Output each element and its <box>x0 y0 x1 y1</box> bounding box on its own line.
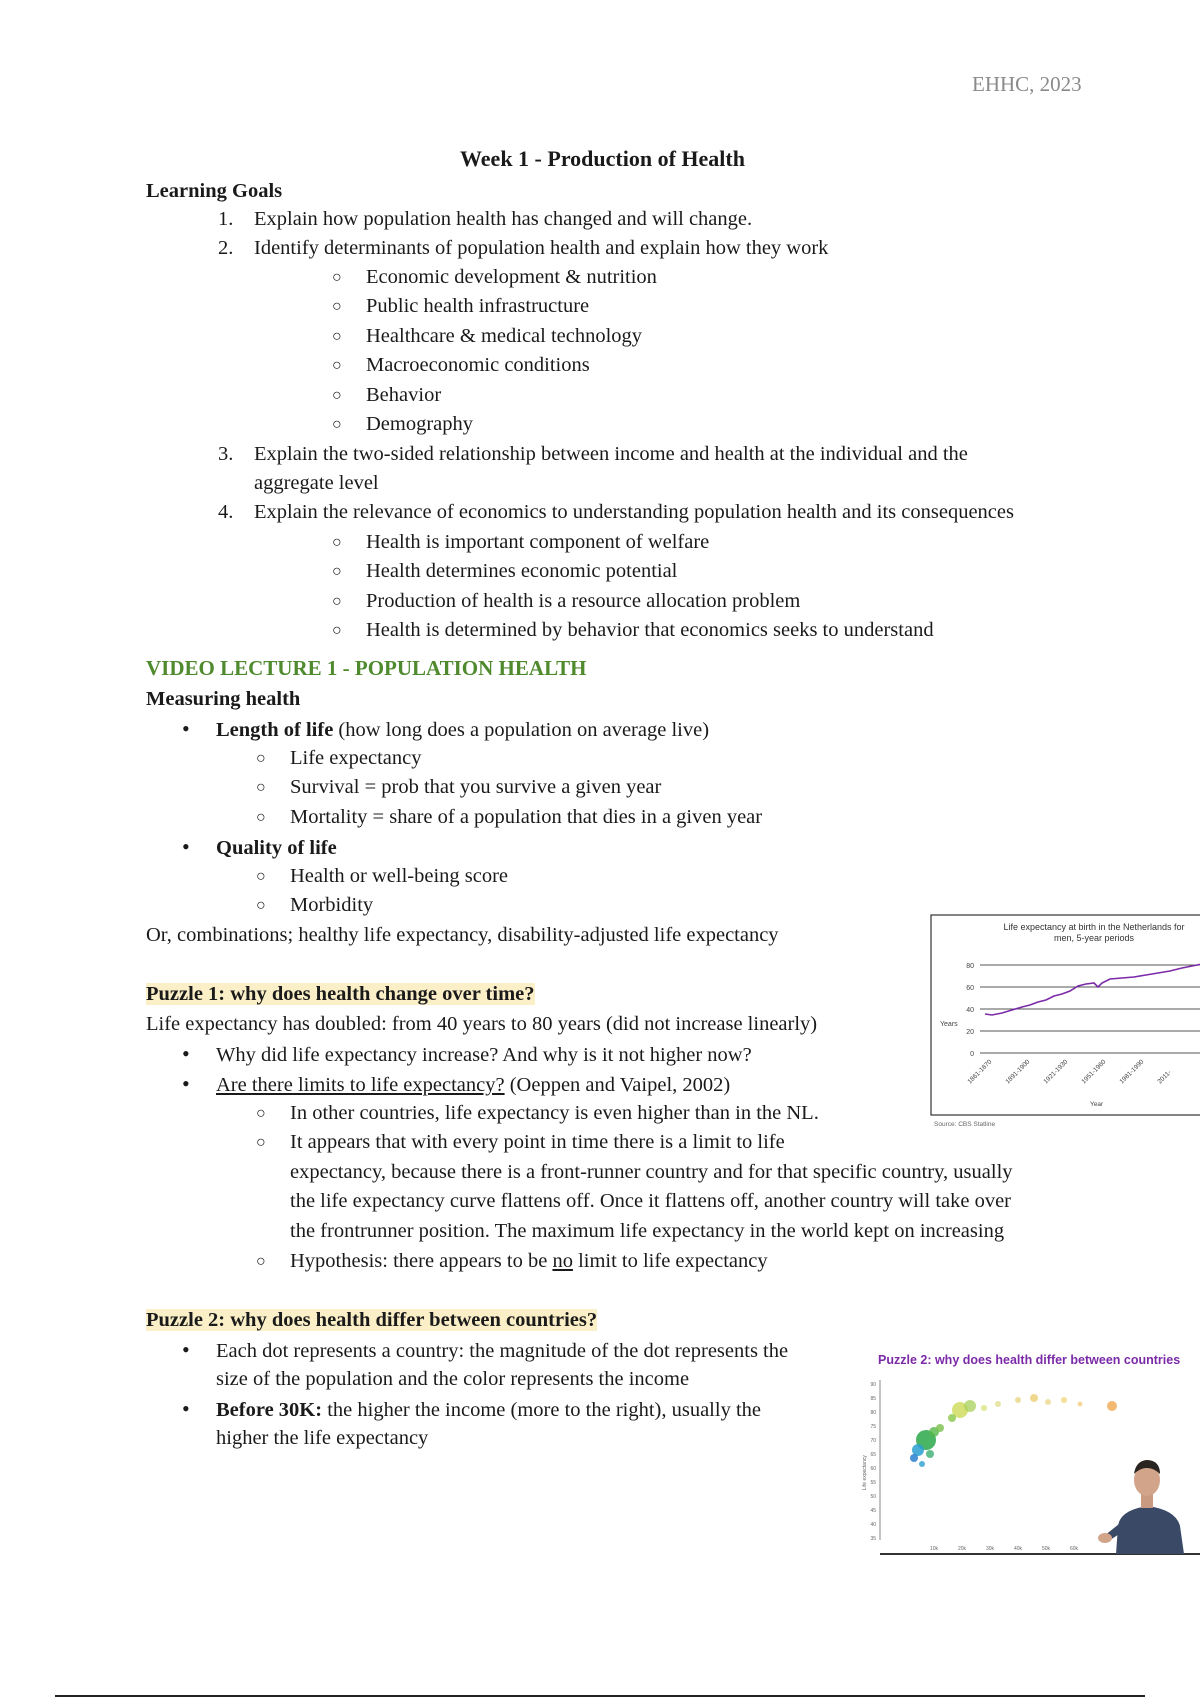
fig1-xtick: 1981-1990 <box>1118 1058 1146 1086</box>
fig1-ytick: 0 <box>970 1051 974 1058</box>
quality-sub: ○ Morbidity <box>256 894 374 916</box>
country-dot <box>995 1401 1001 1407</box>
country-dot <box>948 1414 956 1422</box>
length-sub: ○ Survival = prob that you survive a given year <box>256 776 662 798</box>
measuring-health-heading: Measuring health <box>146 688 301 710</box>
country-dot <box>1015 1397 1021 1403</box>
country-dot <box>936 1424 944 1432</box>
puzzle-2-bullet-cont: higher the life expectancy <box>216 1427 429 1449</box>
life-expectancy-figure <box>930 914 1200 1128</box>
fig2-ytick: 50 <box>870 1494 876 1500</box>
fig1-title-2: men, 5-year periods <box>1053 933 1135 943</box>
length-sub: ○ Mortality = share of a population that dies in a given year <box>256 806 763 828</box>
fig1-xtick: 1861-1870 <box>966 1058 994 1086</box>
country-dot <box>1045 1399 1051 1405</box>
bullet-length-of-life: • Length of life (how long does a population on average live) <box>182 716 710 741</box>
course-header: EHHC, 2023 <box>972 72 1082 96</box>
country-dot <box>981 1405 987 1411</box>
goal-2-sub: ○ Economic development & nutrition <box>332 266 657 288</box>
fig2-ylabel: Life expectancy <box>862 1455 868 1490</box>
fig2-xtick: 40k <box>1014 1546 1023 1552</box>
puzzle-2-bullet: • Before 30K: the higher the income (more to the right), usually the <box>182 1396 761 1421</box>
goal-1: 1. Explain how population health has changed and will change. <box>218 208 753 230</box>
fig1-ylabel: Years <box>940 1021 958 1028</box>
fig2-ytick: 80 <box>870 1410 876 1416</box>
combinations-text: Or, combinations; healthy life expectancy, disability-adjusted life expectancy <box>146 924 779 946</box>
fig1-xtick: 1921-1930 <box>1042 1058 1070 1086</box>
length-sub: ○ Life expectancy <box>256 747 422 769</box>
fig1-ytick: 20 <box>966 1029 974 1036</box>
puzzle-1-sub: ○ It appears that with every point in time there is a limit to life <box>256 1131 785 1153</box>
fig2-xtick: 20k <box>958 1546 967 1552</box>
learning-goals-heading: Learning Goals <box>146 180 283 202</box>
country-dot <box>919 1461 925 1467</box>
fig1-xtick: 1951-1960 <box>1080 1058 1108 1086</box>
puzzle-1-heading: Puzzle 1: why does health change over time? <box>146 983 535 1005</box>
fig2-xtick: 60k <box>1070 1546 1079 1552</box>
lecturer-video-figure <box>1098 1460 1184 1554</box>
fig1-ytick: 80 <box>966 963 974 970</box>
puzzle-2-bullet: • Each dot represents a country: the magnitude of the dot represents the <box>182 1337 789 1362</box>
country-dot <box>910 1454 918 1462</box>
goal-3: 3. Explain the two-sided relationship between income and health at the individual and the <box>218 443 968 465</box>
fig1-source: Source: CBS Statline <box>934 1121 996 1128</box>
goal-4-sub: ○ Health is determined by behavior that economics seeks to understand <box>332 619 934 641</box>
goal-2-sub: ○ Macroeconomic conditions <box>332 354 590 376</box>
fig1-ytick: 40 <box>966 1007 974 1014</box>
country-dot <box>1107 1401 1117 1411</box>
puzzle-1-bullet: • Why did life expectancy increase? And why is it not higher now? <box>182 1041 752 1066</box>
fig2-ytick: 65 <box>870 1452 876 1458</box>
fig2-ytick: 35 <box>870 1536 876 1542</box>
fig2-ytick: 55 <box>870 1480 876 1486</box>
goal-3-cont: aggregate level <box>254 472 379 494</box>
goal-4-sub: ○ Health is important component of welfare <box>332 531 710 553</box>
fig2-scatter-dots <box>910 1394 1117 1467</box>
fig2-xtick: 10k <box>930 1546 939 1552</box>
puzzle-1-intro: Life expectancy has doubled: from 40 years to 80 years (did not increase linearly) <box>146 1013 818 1035</box>
country-dot <box>1030 1394 1038 1402</box>
goal-4: 4. Explain the relevance of economics to understanding population health and its consequences <box>218 501 1014 523</box>
goal-2-sub: ○ Public health infrastructure <box>332 295 590 317</box>
puzzle-1-bullet: • Are there limits to life expectancy? (Oeppen and Vaipel, 2002) <box>182 1071 731 1096</box>
fig2-xtick: 50k <box>1042 1546 1051 1552</box>
fig1-xtick: 1891-1900 <box>1004 1058 1032 1086</box>
goal-2-sub: ○ Demography <box>332 413 474 435</box>
puzzle-1-sub-cont: the life expectancy curve flattens off. Once it flattens off, another country will take over <box>290 1190 1012 1212</box>
fig2-ytick: 75 <box>870 1424 876 1430</box>
bullet-quality-of-life: • Quality of life <box>182 834 337 859</box>
puzzle-2-heading: Puzzle 2: why does health differ between countries? <box>146 1309 598 1331</box>
country-dot <box>1078 1402 1083 1407</box>
fig2-ytick: 60 <box>870 1466 876 1472</box>
fig1-xlabel: Year <box>1090 1101 1104 1108</box>
puzzle-1-sub-cont: expectancy, because there is a front-runner country and for that specific country, usually <box>290 1161 1013 1183</box>
country-dot <box>964 1400 976 1412</box>
fig1-xtick: 2011- <box>1156 1069 1173 1086</box>
goal-4-sub: ○ Health determines economic potential <box>332 560 678 582</box>
fig2-ytick: 70 <box>870 1438 876 1444</box>
fig2-ytick: 85 <box>870 1396 876 1402</box>
fig1-title-1: Life expectancy at birth in the Netherlands for <box>1003 922 1185 932</box>
fig2-ytick: 40 <box>870 1522 876 1528</box>
puzzle-2-figure <box>858 1340 1200 1562</box>
fig2-title: Puzzle 2: why does health differ between countries <box>878 1353 1181 1367</box>
country-dot <box>1061 1397 1067 1403</box>
quality-sub: ○ Health or well-being score <box>256 865 509 887</box>
fig2-ytick: 45 <box>870 1508 876 1514</box>
page-bottom-rule <box>55 1695 1145 1697</box>
country-dot <box>926 1450 934 1458</box>
puzzle-1-sub: ○ In other countries, life expectancy is even higher than in the NL. <box>256 1102 819 1124</box>
fig1-ytick: 60 <box>966 985 974 992</box>
puzzle-2-bullet-cont: size of the population and the color represents the income <box>216 1368 690 1390</box>
goal-2-sub: ○ Healthcare & medical technology <box>332 325 643 347</box>
goal-2-sub: ○ Behavior <box>332 384 442 406</box>
page-title: Week 1 - Production of Health <box>460 146 745 171</box>
fig2-xtick: 30k <box>986 1546 995 1552</box>
goal-2: 2. Identify determinants of population health and explain how they work <box>218 237 829 259</box>
puzzle-1-sub: ○ Hypothesis: there appears to be no limit to life expectancy <box>256 1250 768 1272</box>
video-lecture-heading: VIDEO LECTURE 1 - POPULATION HEALTH <box>146 656 587 680</box>
goal-4-sub: ○ Production of health is a resource allocation problem <box>332 590 801 612</box>
puzzle-1-sub-cont: the frontrunner position. The maximum life expectancy in the world kept on increasing <box>290 1220 1005 1242</box>
fig2-ytick: 90 <box>870 1382 876 1388</box>
